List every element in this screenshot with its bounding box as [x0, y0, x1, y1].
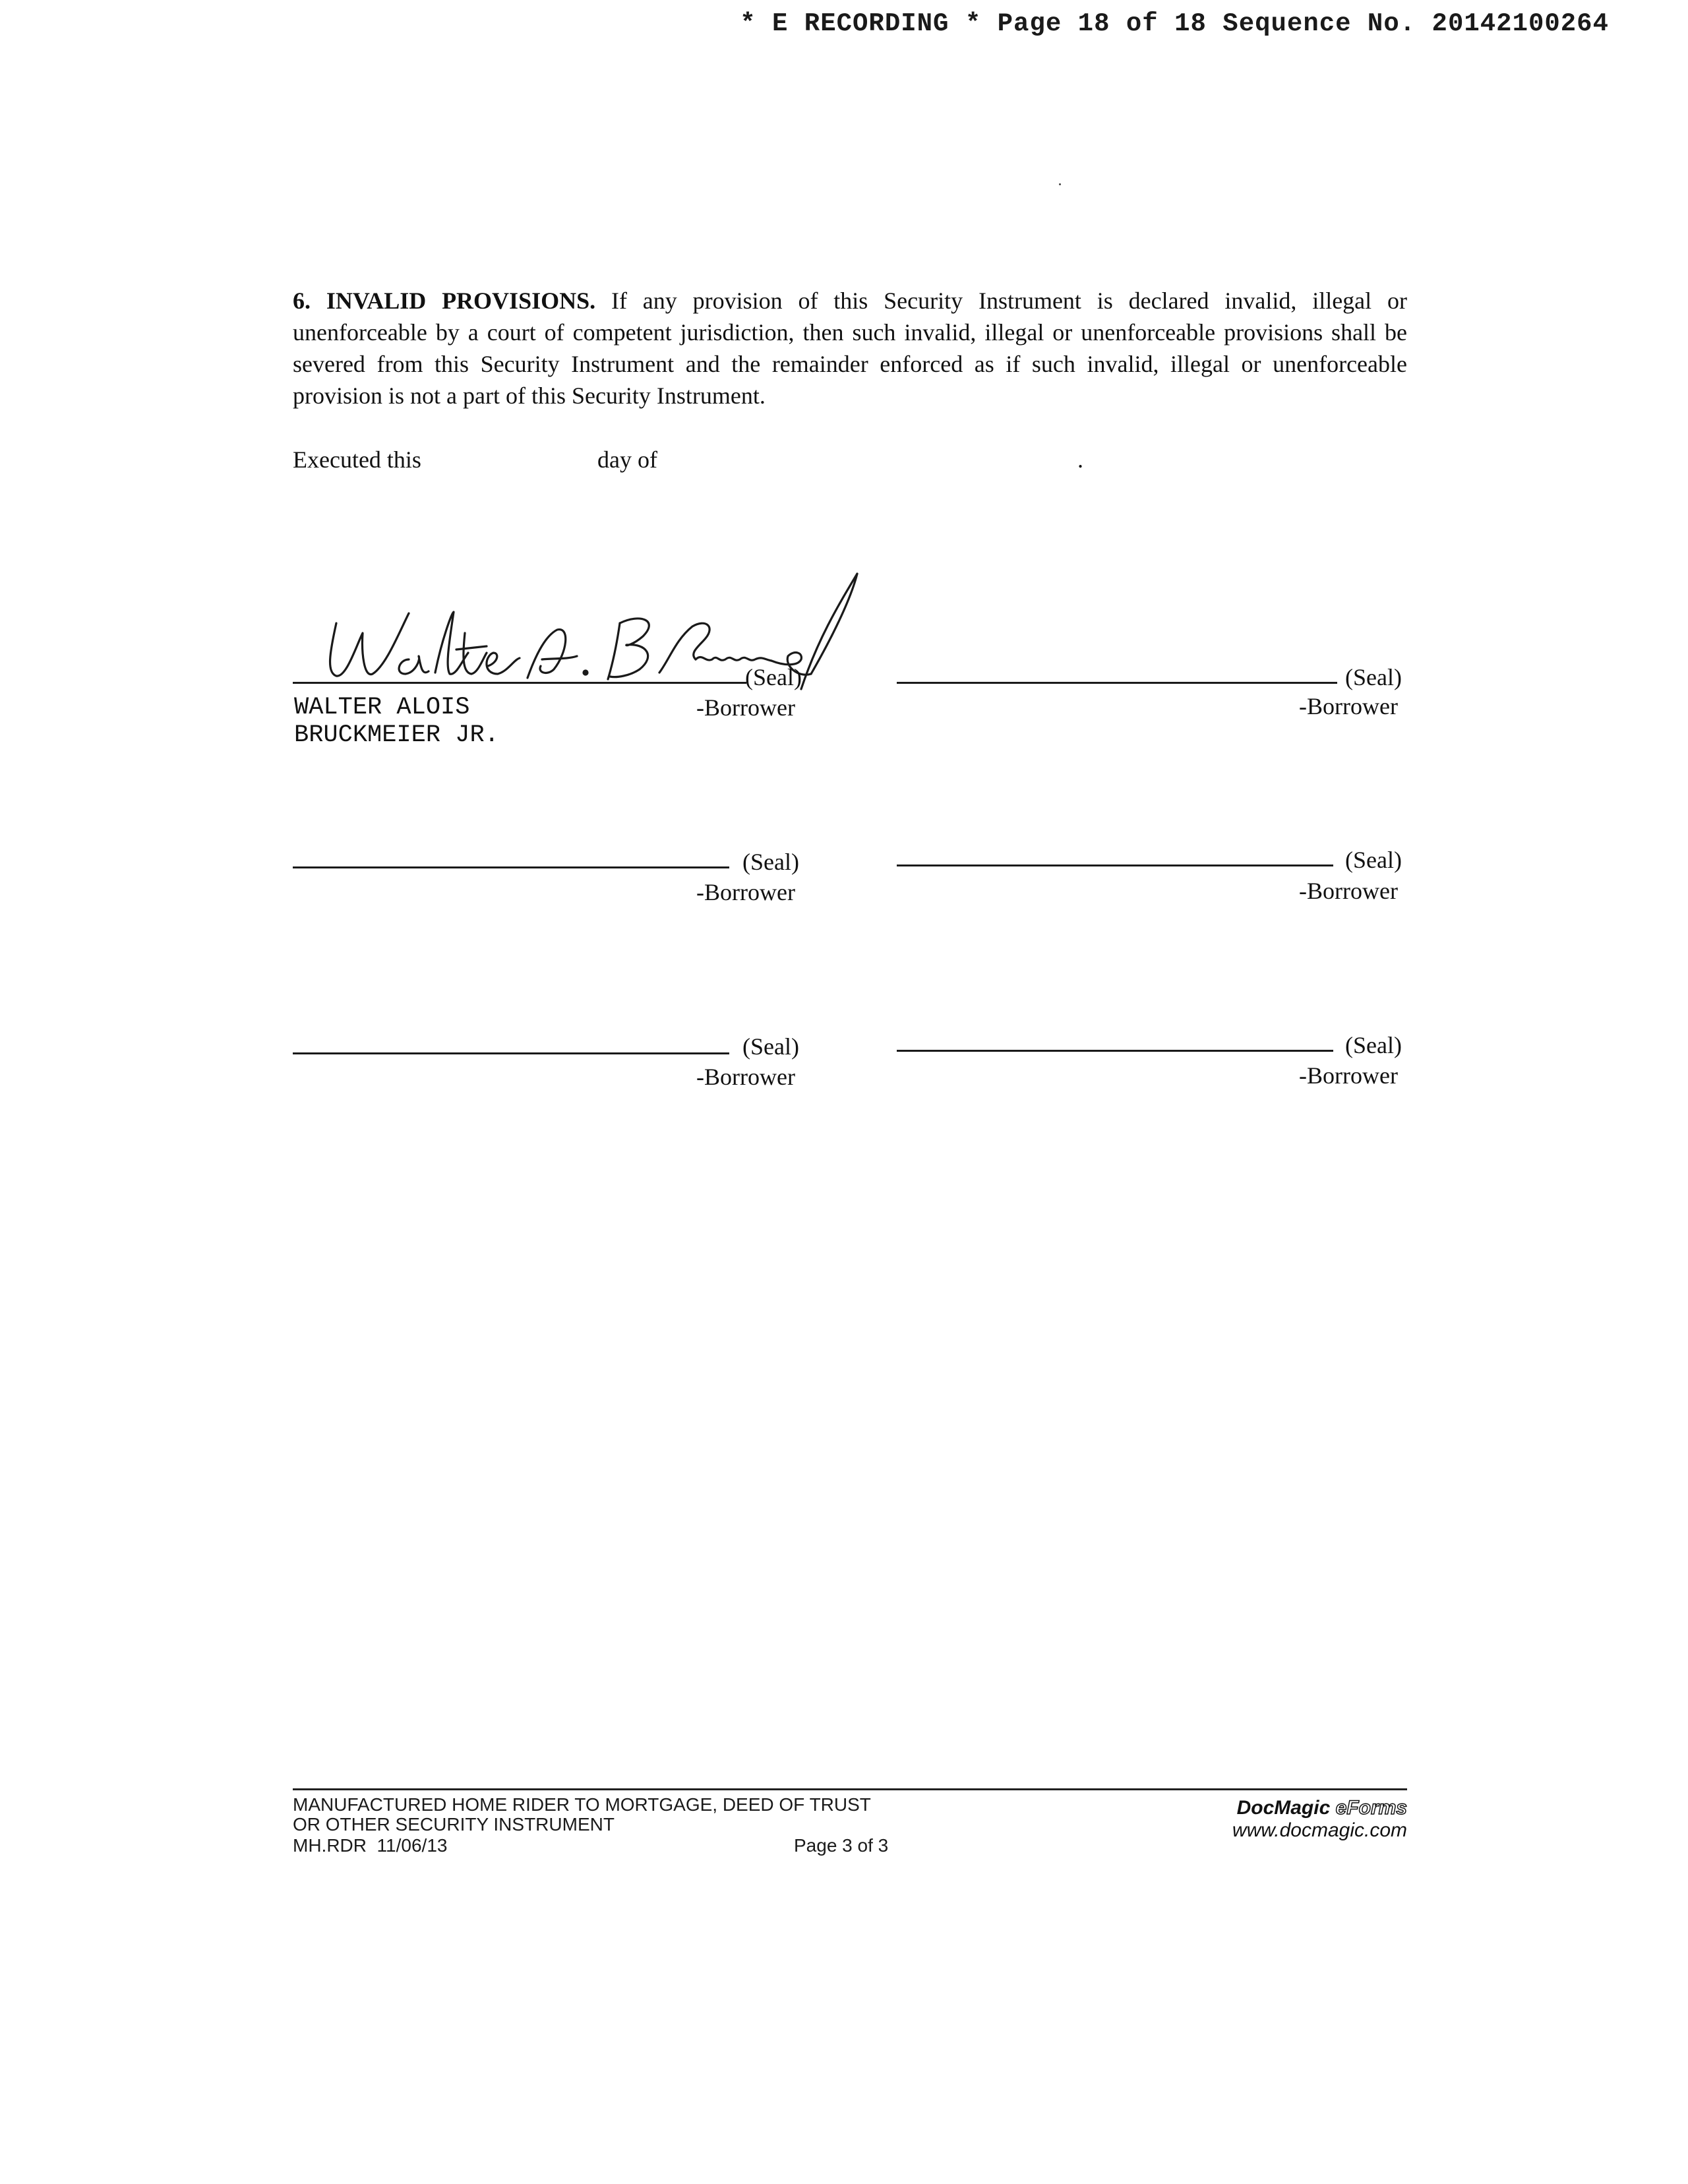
borrower-label: -Borrower [696, 1064, 795, 1090]
borrower-label: -Borrower [1299, 693, 1398, 719]
section-number: 6. [293, 288, 311, 314]
footer-rule [293, 1788, 1407, 1790]
brand-name: DocMagic [1236, 1797, 1331, 1819]
signature-line [293, 866, 729, 868]
borrower-label: -Borrower [1299, 878, 1398, 904]
seal-label: (Seal) [1345, 1032, 1402, 1058]
borrower-label: -Borrower [1299, 1062, 1398, 1089]
signature-line [897, 682, 1337, 684]
seal-label: (Seal) [745, 664, 802, 690]
seal-label: (Seal) [742, 849, 799, 875]
day-of-label: day of [597, 446, 657, 473]
brand-url: www.docmagic.com [1232, 1819, 1407, 1841]
brand-forms: eForms [1335, 1797, 1407, 1819]
seal-label: (Seal) [1345, 664, 1402, 690]
footer-form-title-line-2: OR OTHER SECURITY INSTRUMENT [293, 1814, 615, 1835]
signature-line [293, 682, 746, 684]
docmagic-brand [1232, 1797, 1407, 1842]
signer-name-line-2: BRUCKMEIER JR. [294, 721, 499, 749]
footer-form-title-line-1: MANUFACTURED HOME RIDER TO MORTGAGE, DEED OF TRUST [293, 1794, 871, 1815]
invalid-provisions-section [293, 285, 1407, 411]
recording-header: * E RECORDING * Page 18 of 18 Sequence No. 20142100264 [740, 9, 1609, 38]
borrower-label: -Borrower [696, 694, 795, 721]
executed-this-label: Executed this [293, 446, 421, 473]
signer-name-line-1: WALTER ALOIS [294, 694, 470, 721]
signature-line [897, 864, 1333, 866]
footer-form-code: MH.RDR 11/06/13 [293, 1835, 448, 1856]
seal-label: (Seal) [1345, 847, 1402, 873]
signature-line [897, 1050, 1333, 1052]
borrower-label: -Borrower [696, 879, 795, 905]
scan-speck [1059, 183, 1061, 185]
signature-line [293, 1052, 729, 1054]
footer-page-number: Page 3 of 3 [794, 1835, 889, 1856]
seal-label: (Seal) [742, 1033, 799, 1060]
executed-end-mark: . [1077, 446, 1083, 473]
section-body: If any provision of this Security Instrument is declared invalid, illegal or unenforceable by a court of competent jurisdiction, then such invalid, illegal or unenforceable provisions shall be severed from this Security Instrument and the remainder enforced as if such invalid, illegal or unenforceable provision is not a part of this Security Instrument. [293, 288, 1407, 409]
section-heading: INVALID PROVISIONS. [326, 288, 596, 314]
